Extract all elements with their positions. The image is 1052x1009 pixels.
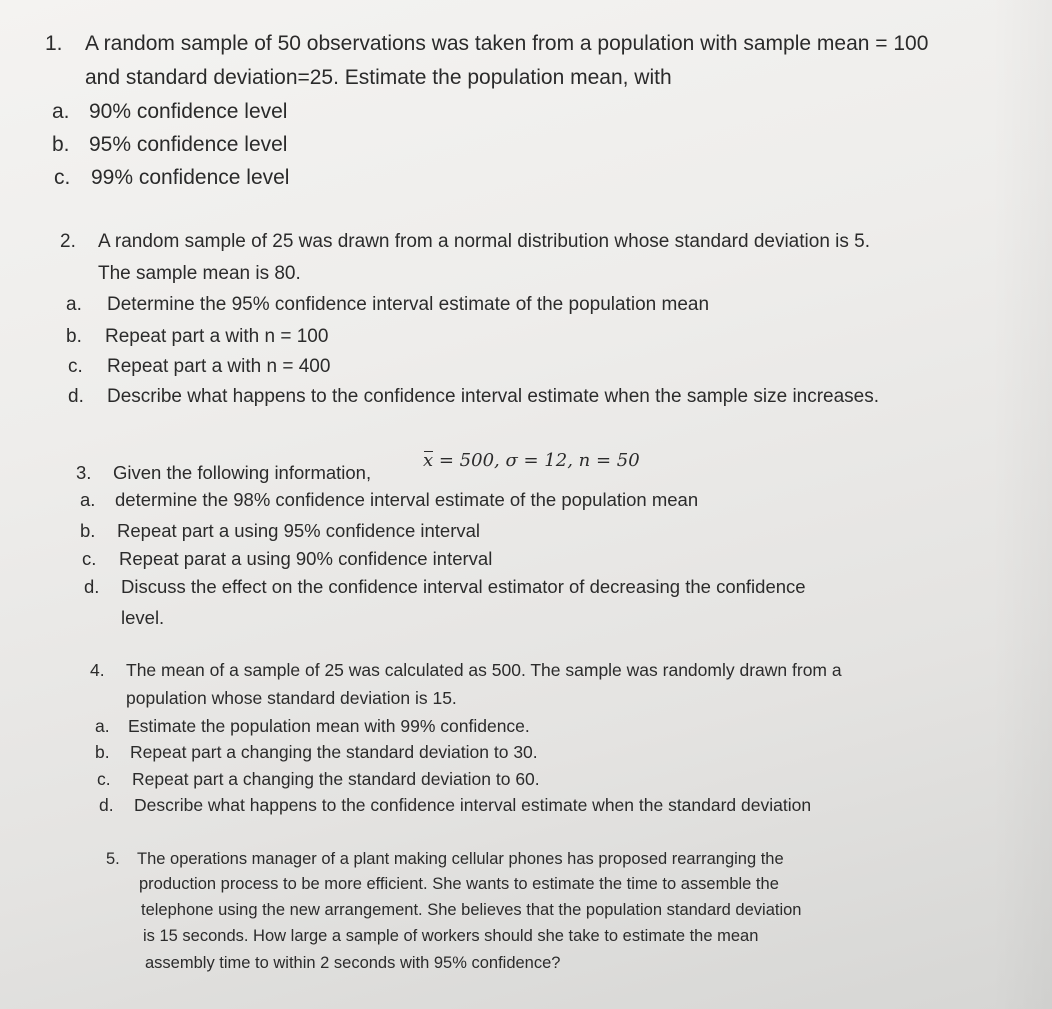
question-1-part-b: 95% confidence level [89, 133, 288, 156]
question-1-part-c-letter: c. [54, 166, 71, 189]
question-1-part-a: 90% confidence level [89, 100, 288, 123]
question-1-part-c: 99% confidence level [91, 166, 290, 189]
question-4-part-b-letter: b. [95, 742, 110, 762]
question-3-part-c: Repeat parat a using 90% confidence interval [119, 548, 493, 569]
x-bar-symbol: x [423, 450, 434, 471]
question-2-part-a-letter: a. [66, 294, 82, 315]
question-2-part-b-letter: b. [66, 326, 82, 347]
question-3-part-a: determine the 98% confidence interval estimate of the population mean [115, 489, 699, 510]
question-2-part-b: Repeat part a with n = 100 [105, 326, 329, 347]
question-2-part-d: Describe what happens to the confidence interval estimate when the sample size increases. [107, 386, 880, 407]
question-4-part-d-letter: d. [99, 795, 114, 815]
question-3-part-d: Discuss the effect on the confidence interval estimator of decreasing the confidence [121, 576, 806, 597]
question-1-line-1: A random sample of 50 observations was taken from a population with sample mean = 100 [85, 32, 929, 55]
question-2-part-a: Determine the 95% confidence interval estimate of the population mean [107, 294, 710, 315]
question-2-part-c: Repeat part a with n = 400 [107, 356, 331, 377]
question-1-number: 1. [45, 32, 63, 55]
question-3-part-a-letter: a. [80, 489, 96, 510]
question-4-part-a-letter: a. [95, 716, 110, 736]
question-5-line-3: telephone using the new arrangement. She believes that the population standard deviation [141, 901, 802, 919]
question-2-part-c-letter: c. [68, 356, 83, 377]
question-5-line-2: production process to be more efficient. She wants to estimate the time to assemble the [139, 875, 779, 893]
question-1-line-2: and standard deviation=25. Estimate the population mean, with [85, 66, 672, 89]
question-2-number: 2. [60, 231, 76, 252]
question-1-part-a-letter: a. [52, 100, 70, 123]
question-4-part-b: Repeat part a changing the standard deviation to 30. [130, 742, 538, 762]
question-3-line-1: Given the following information, [113, 462, 372, 483]
question-4-number: 4. [90, 660, 105, 680]
question-3-part-d-letter: d. [84, 576, 100, 597]
question-3-number: 3. [76, 462, 92, 483]
page-shadow [992, 0, 1052, 1009]
question-3-formula-values: = 500, σ = 12, n = 50 [433, 450, 640, 471]
question-4-line-2: population whose standard deviation is 15. [126, 688, 457, 708]
question-4-part-c-letter: c. [97, 769, 111, 789]
question-5-line-1: The operations manager of a plant making cellular phones has proposed rearranging the [137, 850, 784, 868]
question-1-part-b-letter: b. [52, 133, 70, 156]
question-5-number: 5. [106, 850, 120, 868]
question-4-part-c: Repeat part a changing the standard deviation to 60. [132, 769, 540, 789]
question-4-part-a: Estimate the population mean with 99% confidence. [128, 716, 530, 736]
question-5-line-4: is 15 seconds. How large a sample of workers should she take to estimate the mean [143, 927, 759, 945]
question-3-part-b: Repeat part a using 95% confidence interval [117, 520, 481, 541]
question-3-part-c-letter: c. [82, 548, 97, 569]
question-2-part-d-letter: d. [68, 386, 84, 407]
question-4-part-d: Describe what happens to the confidence interval estimate when the standard deviation [134, 795, 812, 815]
question-3-part-d-continued: level. [121, 607, 165, 628]
question-4-line-1: The mean of a sample of 25 was calculated as 500. The sample was randomly drawn from a [126, 660, 842, 680]
question-2-line-1: A random sample of 25 was drawn from a normal distribution whose standard deviation is 5. [98, 231, 871, 252]
question-3-formula [423, 452, 640, 470]
question-5-line-5: assembly time to within 2 seconds with 95% confidence? [145, 954, 561, 972]
question-3-part-b-letter: b. [80, 520, 96, 541]
question-2-line-2: The sample mean is 80. [98, 263, 301, 284]
